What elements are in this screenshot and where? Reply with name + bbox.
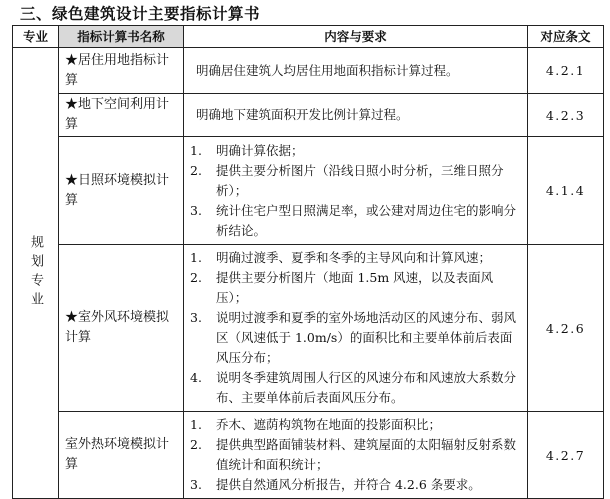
indicator-cell: ★地下空间利用计算	[59, 94, 184, 137]
list-item: 2. 提供主要分析图片（地面 1.5m 风速，以及表面风压）；	[190, 270, 494, 305]
clause-cell: 4.1.4	[528, 137, 604, 245]
table-row	[13, 48, 604, 94]
indicator-cell: ★居住用地指标计算	[59, 48, 184, 94]
list-item: 2. 提供主要分析图片（沿线日照小时分析，三维日照分析）；	[190, 162, 504, 198]
indicator-table	[12, 25, 604, 499]
clause-cell: 4.2.3	[528, 94, 604, 137]
clause-cell: 4.2.7	[528, 412, 604, 499]
header-content: 内容与要求	[184, 26, 528, 48]
list-item: 1. 明确计算依据；	[190, 142, 304, 158]
list-item: 2. 提供典型路面铺装材料、建筑屋面的太阳辐射反射系数值统计和面积统计；	[190, 437, 517, 472]
content-cell	[184, 137, 528, 245]
header-major: 专业	[13, 26, 59, 48]
table-row	[13, 412, 604, 499]
major-cell: 规划专业	[13, 48, 59, 499]
content-cell	[184, 412, 528, 499]
table-row	[13, 137, 604, 245]
header-clause: 对应条文	[528, 26, 604, 48]
header-indicator: 指标计算书名称	[59, 26, 184, 48]
requirement-list	[190, 248, 521, 408]
clause-cell: 4.2.6	[528, 245, 604, 412]
section-title: 三、绿色建筑设计主要指标计算书	[20, 5, 261, 23]
indicator-cell: 室外热环境模拟计算	[59, 412, 184, 499]
table-row	[13, 245, 604, 412]
indicator-cell: ★室外风环境模拟计算	[59, 245, 184, 412]
header-row	[13, 26, 604, 48]
clause-cell: 4.2.1	[528, 48, 604, 94]
requirement-list	[190, 141, 521, 241]
list-item: 3. 说明过渡季和夏季的室外场地活动区的风速分布、弱风区（风速低于 1.0m/s）的面积比和主要单体前后表面风压分布；	[190, 310, 517, 365]
content-cell: 明确地下建筑面积开发比例计算过程。	[184, 94, 528, 137]
list-item: 3. 提供自然通风分析报告，并符合 4.2.6 条要求。	[190, 477, 481, 492]
table-row	[13, 94, 604, 137]
requirement-list	[190, 415, 521, 495]
list-item: 4. 说明冬季建筑周围人行区的风速分布和风速放大系数分布、主要单体前后表面风压分布。	[190, 370, 517, 405]
list-item: 3. 统计住宅户型日照满足率，或公建对周边住宅的影响分析结论。	[190, 202, 517, 238]
list-item: 1. 明确过渡季、夏季和冬季的主导风向和计算风速；	[190, 250, 492, 265]
content-cell	[184, 245, 528, 412]
content-cell: 明确居住建筑人均居住用地面积指标计算过程。	[184, 48, 528, 94]
indicator-cell: ★日照环境模拟计算	[59, 137, 184, 245]
list-item: 1. 乔木、遮荫构筑物在地面的投影面积比；	[190, 417, 442, 432]
